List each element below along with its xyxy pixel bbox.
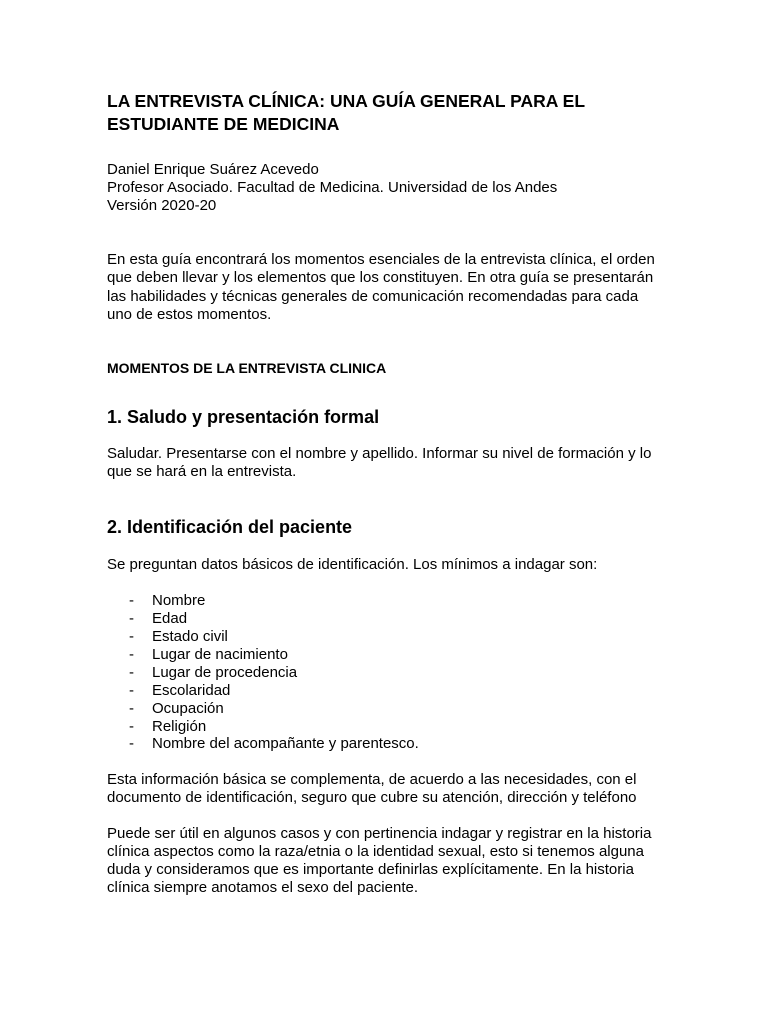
heading-identificacion: 2. Identificación del paciente [107,517,353,538]
title-line: ESTUDIANTE DE MEDICINA [107,114,340,134]
intro-paragraph [107,251,667,324]
intro-line: que deben llevar y los elementos que los constituyen. En otra guía se presentarán [107,269,654,287]
list-item-text: Religión [152,717,207,735]
complement-paragraph [107,771,667,807]
bullet-dash: - [129,645,134,663]
list-item [107,592,667,610]
title-line: LA ENTREVISTA CLÍNICA: UNA GUÍA GENERAL PARA EL [107,91,586,111]
heading-saludo: 1. Saludo y presentación formal [107,407,380,428]
list-item [107,718,667,736]
bullet-dash: - [129,592,134,610]
list-item-text: Nombre [152,592,206,610]
intro-line: En esta guía encontrará los momentos esenciales de la entrevista clínica, el orden [107,251,655,268]
section-heading: MOMENTOS DE LA ENTREVISTA CLINICA [107,360,387,377]
author-affiliation: Profesor Asociado. Facultad de Medicina. Universidad de los Andes [107,179,558,196]
identification-list [107,592,667,753]
bullet-dash: - [129,610,134,628]
util-line: clínica aspectos como la raza/etnia o la identidad sexual, esto si tenemos alguna [107,843,644,861]
complement-line: documento de identificación, seguro que cubre su atención, dirección y teléfono [107,789,637,807]
list-item-text: Nombre del acompañante y parentesco. [152,735,419,753]
list-item [107,700,667,718]
document-title [107,90,667,136]
document-version: Versión 2020-20 [107,197,217,214]
list-item [107,664,667,682]
list-item-text: Escolaridad [152,681,231,699]
util-line: Puede ser útil en algunos casos y con pertinencia indagar y registrar en la historia [107,825,652,843]
bullet-dash: - [129,663,134,681]
intro-line: uno de estos momentos. [107,305,272,323]
list-item [107,682,667,700]
document-page [107,90,667,897]
intro-line: las habilidades y técnicas generales de comunicación recomendadas para cada [107,287,639,305]
bullet-dash: - [129,628,134,645]
list-item [107,735,667,753]
bullet-dash: - [129,735,134,753]
util-line: duda y consideramos que es importante definirlas explícitamente. En la historia [107,861,634,879]
list-item-text: Estado civil [152,628,228,645]
identificacion-intro: Se preguntan datos básicos de identificación. Los mínimos a indagar son: [107,556,598,574]
list-item-text: Ocupación [152,699,224,717]
saludo-line: Saludar. Presentarse con el nombre y apellido. Informar su nivel de formación y lo [107,445,652,463]
list-item-text: Lugar de nacimiento [152,645,288,663]
list-item-text: Lugar de procedencia [152,663,298,681]
util-paragraph [107,825,667,897]
list-item [107,610,667,628]
saludo-line: que se hará en la entrevista. [107,463,297,481]
author-block [107,161,667,215]
complement-line: Esta información básica se complementa, de acuerdo a las necesidades, con el [107,771,637,789]
author-name: Daniel Enrique Suárez Acevedo [107,161,319,178]
bullet-dash: - [129,681,134,699]
util-line: clínica siempre anotamos el sexo del paciente. [107,879,419,897]
list-item-text: Edad [152,610,188,628]
bullet-dash: - [129,699,134,717]
bullet-dash: - [129,717,134,735]
list-item [107,646,667,664]
saludo-paragraph [107,445,667,481]
list-item [107,628,667,646]
